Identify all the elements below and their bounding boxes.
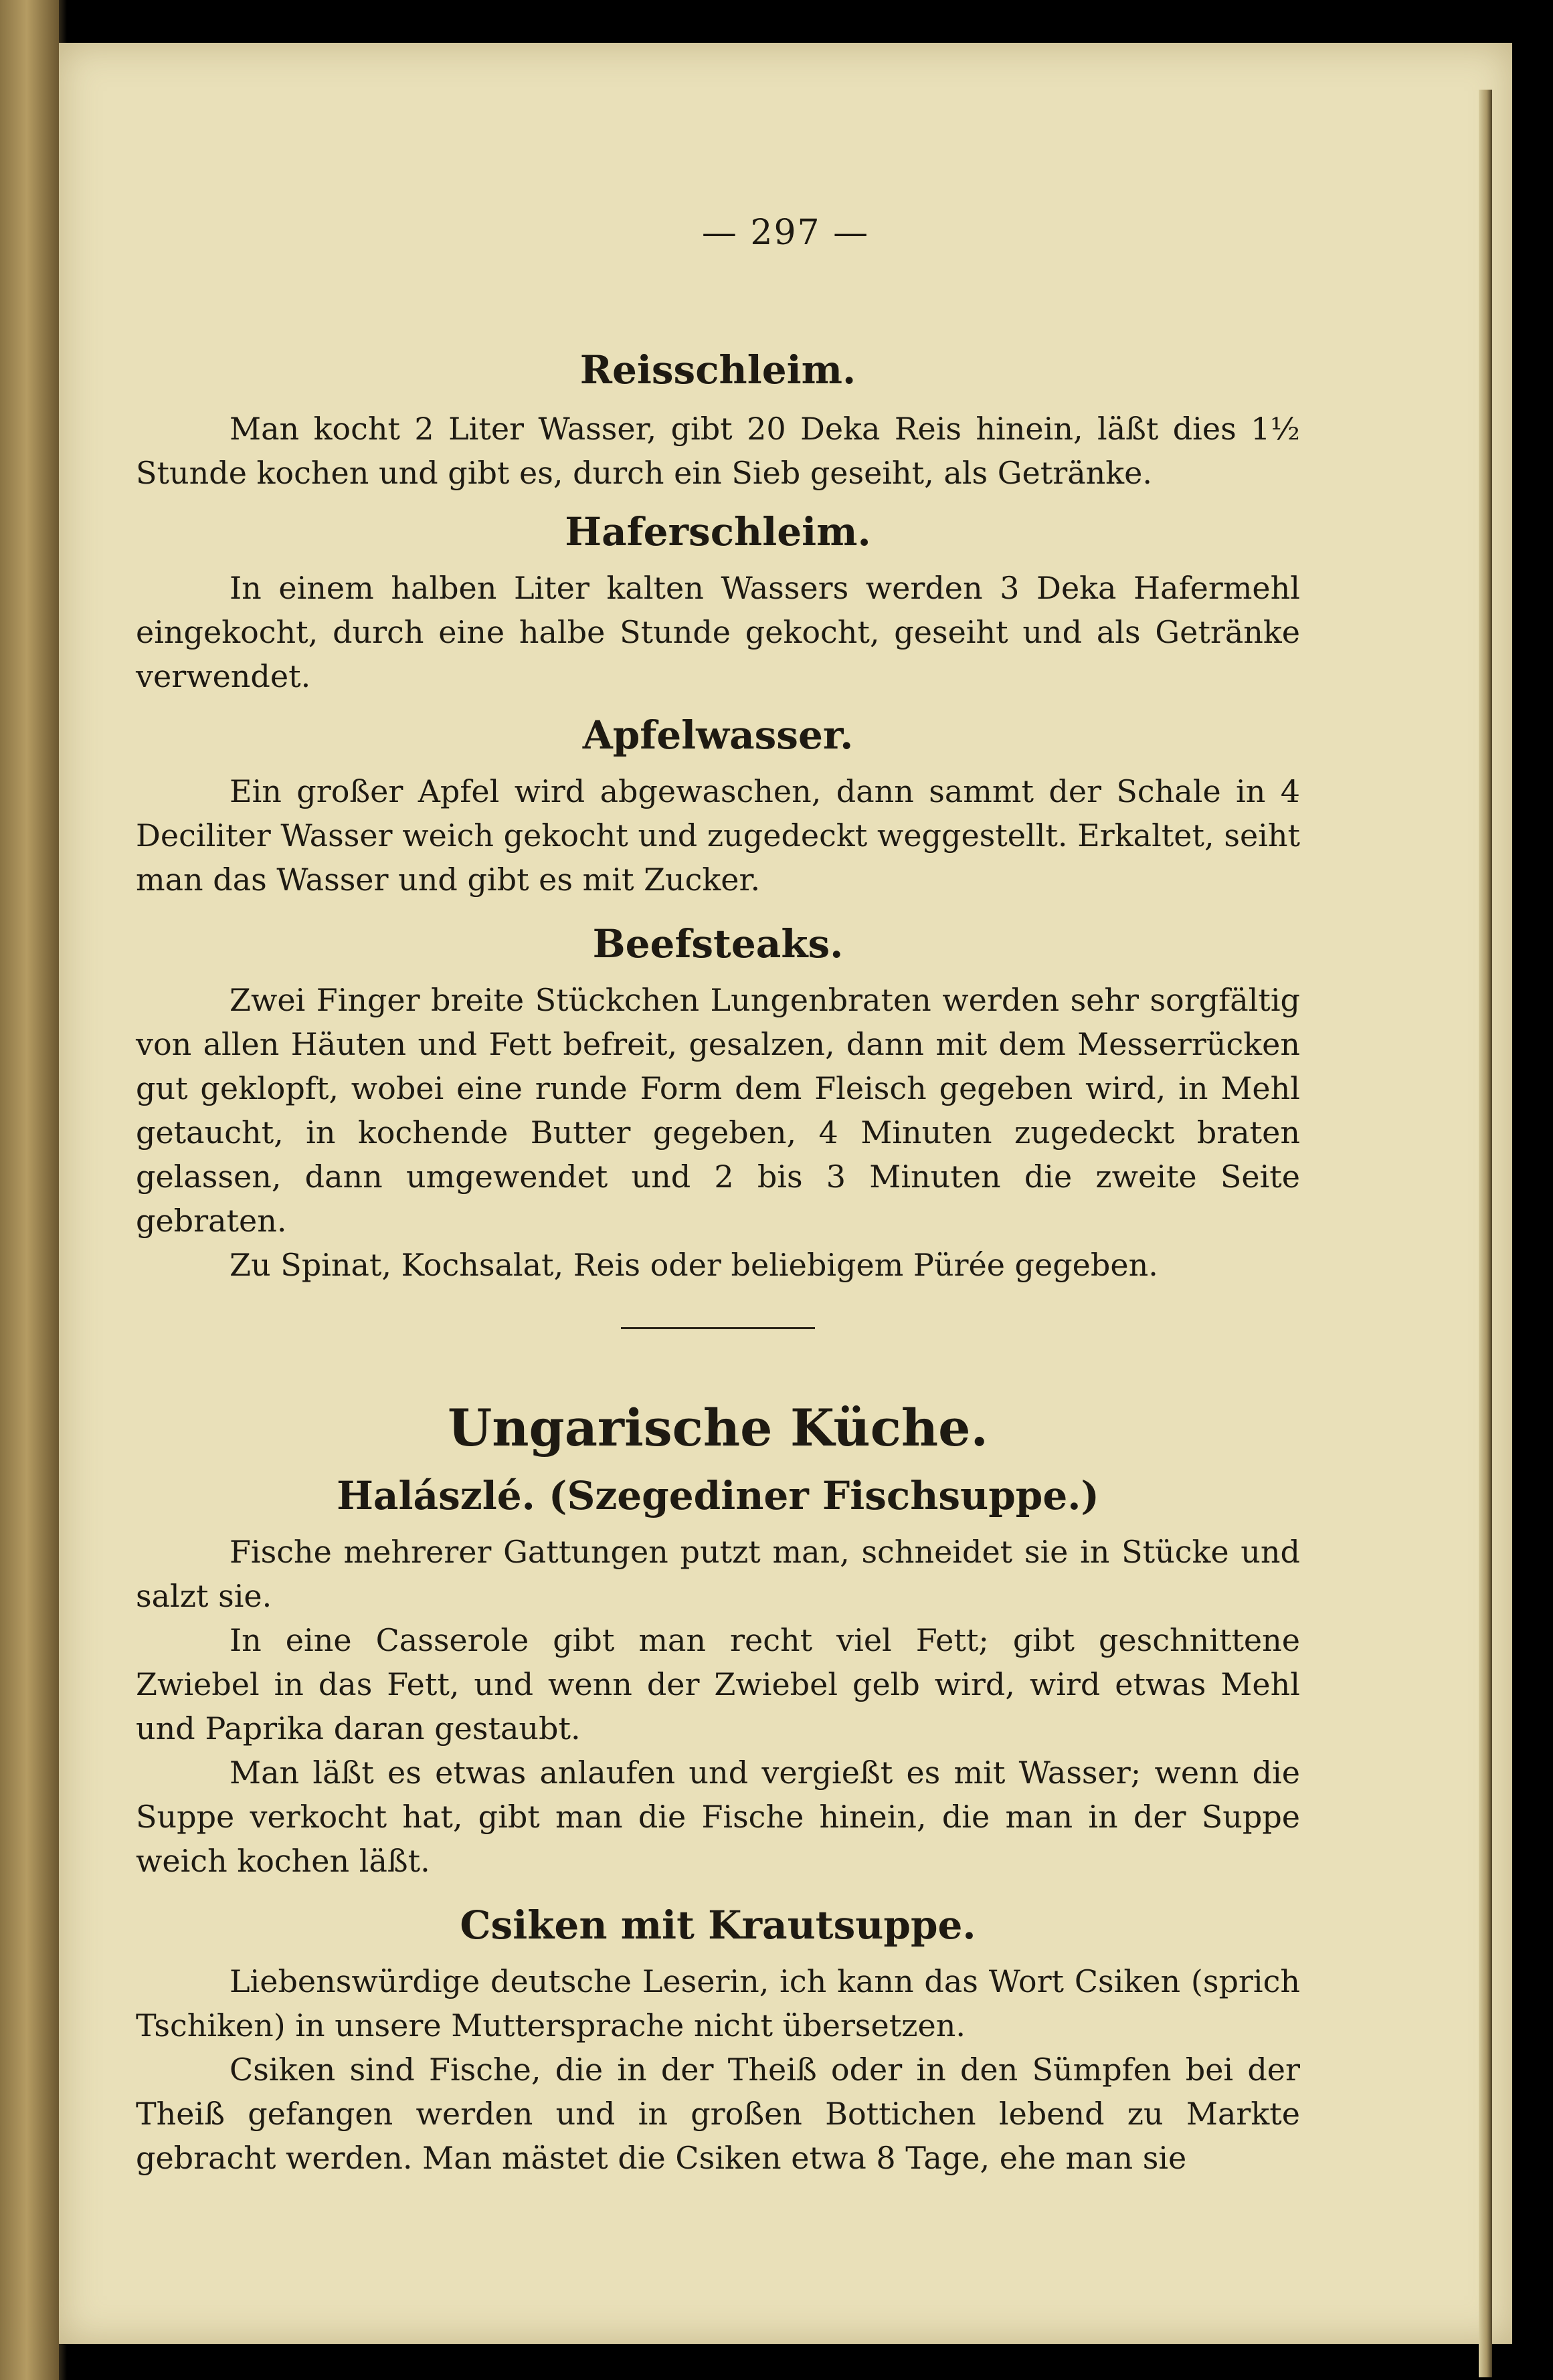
paragraph: Fische mehrerer Gattungen putzt man, schneidet sie in Stücke und salzt sie. [136, 1534, 1300, 1614]
paragraph: Csiken sind Fische, die in der Theiß oder in den Sümpfen bei der Theiß gefangen werden und in großen Bottichen lebend zu Markte gebracht werden. Man mästet die Csiken etwa 8 Tage, ehe man sie [136, 2052, 1300, 2176]
paragraph: Man kocht 2 Liter Wasser, gibt 20 Deka Reis hinein, läßt dies 1½ Stunde kochen und gibt es, durch ein Sieb geseiht, als Getränke. [136, 411, 1300, 491]
section-divider [621, 1327, 815, 1329]
subsection-title-halaszle: Halászlé. (Szegediner Fischsuppe.) [337, 1473, 1099, 1518]
section-title-beefsteaks: Beefsteaks. [592, 921, 844, 967]
paragraph: In einem halben Liter kalten Wassers werden 3 Deka Hafermehl eingekocht, durch eine halbe Stunde gekocht, geseiht und als Getränke verwendet. [136, 570, 1300, 694]
paragraph: Liebenswürdige deutsche Leserin, ich kann das Wort Csiken (sprich Tschiken) in unsere Muttersprache nicht übersetzen. [136, 1963, 1300, 2044]
paragraph: Zwei Finger breite Stückchen Lungenbraten werden sehr sorgfältig von allen Häuten und Fett befreit, gesalzen, dann mit dem Messerrücken gut geklopft, wobei eine runde Form dem Fleisch gegeben wird, in Mehl getaucht, in kochende Butter gegeben, 4 Minuten zugedeckt braten gelassen, dann umgewendet und 2 bis 3 Minuten die zweite Seite gebraten. [136, 982, 1300, 1239]
chapter-title: Ungarische Küche. [448, 1398, 988, 1458]
book-page [59, 43, 1512, 2344]
previous-page-edge [0, 0, 59, 2380]
paragraph: Man läßt es etwas anlaufen und vergießt es mit Wasser; wenn die Suppe verkocht hat, gibt man die Fische hinein, die man in der Suppe weich kochen läßt. [136, 1755, 1300, 1879]
page-edge-stack [1479, 90, 1492, 2377]
subsection-title-csiken: Csiken mit Krautsuppe. [460, 1902, 976, 1948]
section-title-apfelwasser: Apfelwasser. [582, 712, 854, 758]
paragraph: Ein großer Apfel wird abgewaschen, dann sammt der Schale in 4 Deciliter Wasser weich gekocht und zugedeckt weggestellt. Erkaltet, seiht man das Wasser und gibt es mit Zucker. [136, 773, 1300, 898]
page-number: — 297 — [701, 213, 870, 253]
page-content [136, 264, 1300, 2180]
paragraph: In eine Casserole gibt man recht viel Fett; gibt geschnittene Zwiebel in das Fett, und wenn der Zwiebel gelb wird, wird etwas Mehl und Paprika daran gestaubt. [136, 1622, 1300, 1747]
section-title-reisschleim: Reisschleim. [579, 347, 856, 393]
section-title-haferschleim: Haferschleim. [565, 509, 871, 555]
paragraph: Zu Spinat, Kochsalat, Reis oder beliebigem Pürée gegeben. [230, 1247, 1158, 1283]
